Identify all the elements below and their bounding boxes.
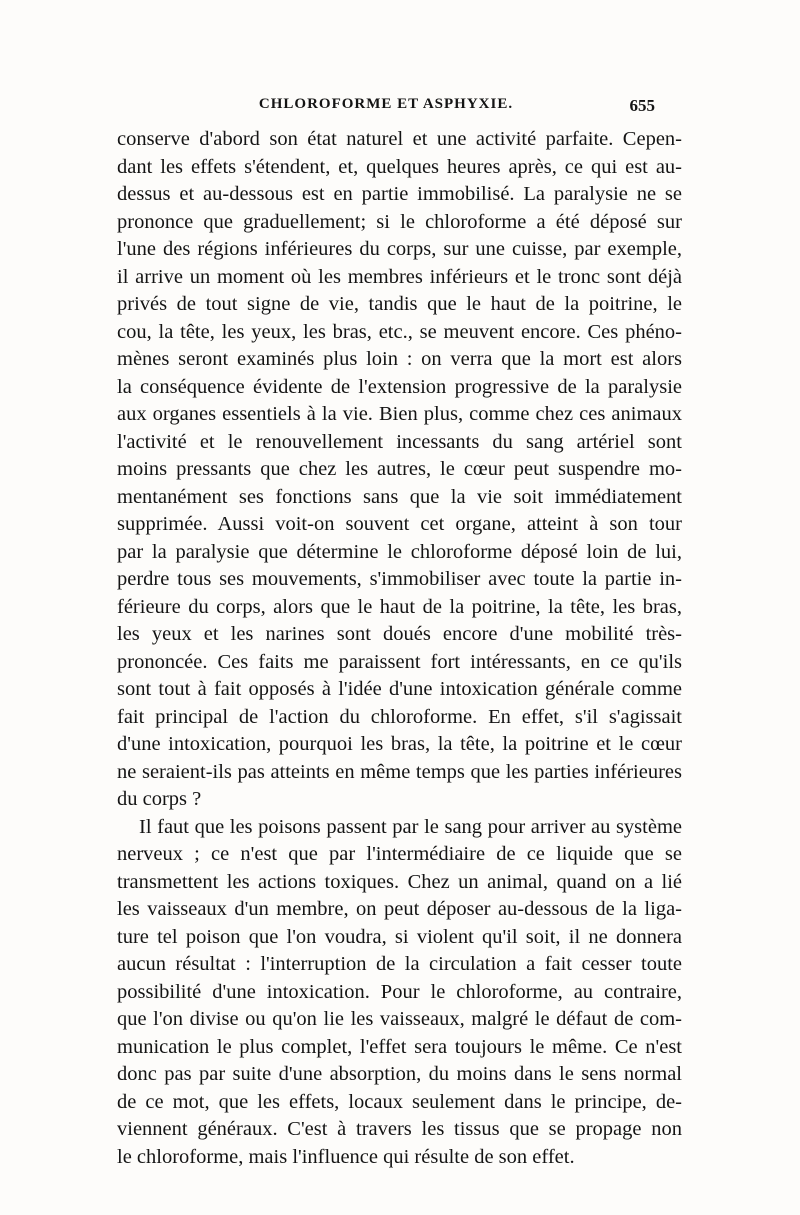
running-title: CHLOROFORME ET ASPHYXIE.	[258, 96, 514, 112]
text-line: Il faut que les poisons passent par le sang pour arriver au système	[139, 815, 682, 838]
text-line: fait principal de l'action du chloroforme. En effet, s'il s'agissait	[117, 705, 682, 728]
paragraph	[117, 814, 682, 1172]
text-line: d'une intoxication, pourquoi les bras, la tête, la poitrine et le cœur	[117, 733, 682, 755]
text-line: privés de tout signe de vie, tandis que le haut de la poitrine, le	[117, 293, 682, 315]
page-number: 655	[629, 96, 655, 115]
text-line: aux organes essentiels à la vie. Bien plus, comme chez ces animaux	[117, 403, 682, 425]
text-line: ne seraient-ils pas atteints en même temps que les parties inférieures	[117, 760, 682, 783]
text-line: supprimée. Aussi voit-on souvent cet organe, atteint à son tour	[117, 513, 682, 535]
text-line: ture tel poison que l'on voudra, si violent qu'il soit, il ne donnera	[117, 925, 682, 948]
text-line: prononcée. Ces faits me paraissent fort intéressants, en ce qu'ils	[117, 650, 682, 673]
text-line: dant les effets s'étendent, et, quelques heures après, ce qui est au-	[117, 155, 682, 178]
text-line: il arrive un moment où les membres inférieurs et le tronc sont déjà	[117, 265, 682, 288]
text-line: viennent généraux. C'est à travers les tissus que se propage non	[117, 1118, 682, 1140]
text-line: prononce que graduellement; si le chloroforme a été déposé sur	[117, 210, 682, 233]
text-line: le chloroforme, mais l'influence qui résulte de son effet.	[117, 1145, 575, 1168]
text-line: dessus et au-dessous est en partie immobilisé. La paralysie ne se	[117, 183, 682, 205]
text-line: mènes seront examinés plus loin : on verra que la mort est alors	[117, 348, 682, 370]
text-line: possibilité d'une intoxication. Pour le chloroforme, au contraire,	[117, 980, 682, 1003]
text-line: aucun résultat : l'interruption de la circulation a fait cesser toute	[117, 953, 682, 975]
text-line: la conséquence évidente de l'extension progressive de la paralysie	[117, 375, 682, 398]
text-line: mentanément ses fonctions sans que la vie soit immédiatement	[117, 485, 682, 508]
text-line: transmettent les actions toxiques. Chez un animal, quand on a lié	[117, 870, 682, 893]
paragraph	[117, 126, 682, 814]
text-line: l'une des régions inférieures du corps, sur une cuisse, par exemple,	[117, 238, 682, 260]
text-line: conserve d'abord son état naturel et une activité parfaite. Cepen-	[117, 128, 682, 150]
text-line: férieure du corps, alors que le haut de la poitrine, la tête, les bras,	[117, 595, 682, 618]
text-line: par la paralysie que détermine le chloroforme déposé loin de lui,	[117, 540, 682, 563]
text-line: les vaisseaux d'un membre, on peut déposer au-dessous de la liga-	[117, 898, 682, 920]
text-line: de ce mot, que les effets, locaux seulement dans le principe, de-	[117, 1090, 682, 1113]
text-line: sont tout à fait opposés à l'idée d'une intoxication générale comme	[117, 678, 682, 700]
text-line: cou, la tête, les yeux, les bras, etc., se meuvent encore. Ces phéno-	[117, 320, 682, 343]
text-line: perdre tous ses mouvements, s'immobiliser avec toute la partie in-	[117, 568, 682, 590]
text-line: munication le plus complet, l'effet sera toujours le même. Ce n'est	[117, 1035, 682, 1058]
text-line: moins pressants que chez les autres, le cœur peut suspendre mo-	[117, 458, 682, 480]
text-line: du corps ?	[117, 788, 202, 810]
text-line: les yeux et les narines sont doués encore d'une mobilité très-	[117, 623, 682, 645]
text-line: nerveux ; ce n'est que par l'intermédiaire de ce liquide que se	[117, 843, 682, 865]
text-line: donc pas par suite d'une absorption, du moins dans le sens normal	[117, 1063, 682, 1085]
text-line: l'activité et le renouvellement incessants du sang artériel sont	[117, 430, 682, 453]
text-line: que l'on divise ou qu'on lie les vaisseaux, malgré le défaut de com-	[117, 1008, 682, 1030]
body-text	[117, 126, 682, 1171]
